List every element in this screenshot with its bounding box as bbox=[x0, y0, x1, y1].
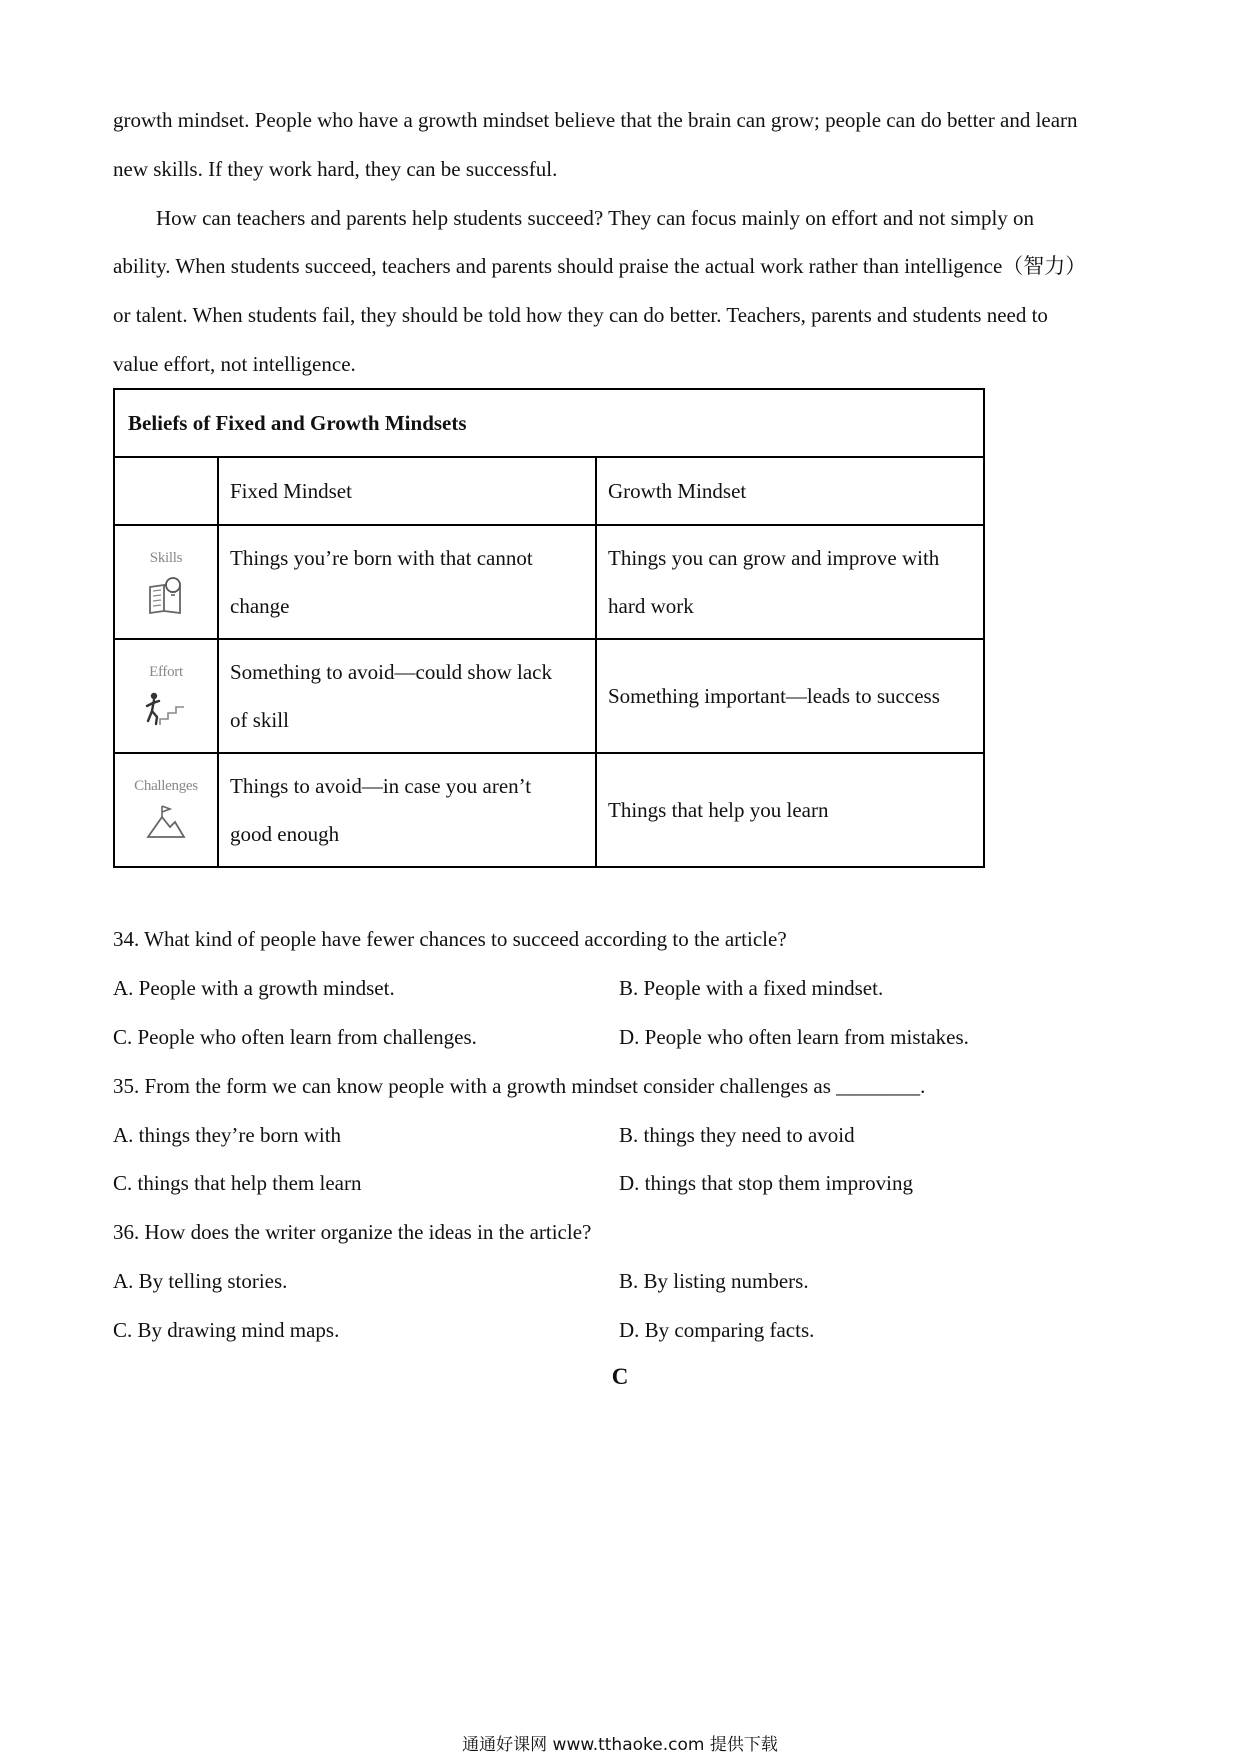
table-row bbox=[114, 753, 984, 867]
running-upstairs-icon bbox=[144, 689, 188, 729]
option-b: B. things they need to avoid bbox=[619, 1123, 855, 1147]
option-a: A. things they’re born with bbox=[113, 1123, 342, 1147]
option-b: B. By listing numbers. bbox=[619, 1269, 809, 1293]
question-stem: 34. What kind of people have fewer chances to succeed according to the article? bbox=[113, 927, 787, 951]
book-lightbulb-icon bbox=[144, 575, 188, 615]
question-stem: 35. From the form we can know people with a growth mindset consider challenges as ________. bbox=[113, 1074, 926, 1098]
passage-line: value effort, not intelligence. bbox=[113, 352, 356, 376]
growth-mindset-cell bbox=[596, 753, 984, 867]
option-c: C. things that help them learn bbox=[113, 1171, 362, 1195]
icon-label: Challenges bbox=[134, 778, 198, 794]
option-d: D. People who often learn from mistakes. bbox=[619, 1025, 969, 1049]
growth-mindset-cell bbox=[596, 525, 984, 639]
passage-line: How can teachers and parents help students succeed? They can focus mainly on effort and not simply on bbox=[156, 206, 1035, 230]
fixed-mindset-cell bbox=[218, 639, 596, 753]
table-row bbox=[114, 525, 984, 639]
cell-text: Things to avoid—in case you aren’t bbox=[230, 774, 532, 798]
option-d: D. things that stop them improving bbox=[619, 1171, 913, 1195]
mindset-table bbox=[113, 388, 985, 868]
table-row bbox=[114, 639, 984, 753]
section-heading: C bbox=[611, 1364, 629, 1389]
passage-line: or talent. When students fail, they should be told how they can do better. Teachers, parents and students need to bbox=[113, 303, 1048, 327]
table-corner-cell bbox=[114, 457, 218, 525]
row-icon-cell bbox=[114, 639, 218, 753]
option-b: B. People with a fixed mindset. bbox=[619, 976, 884, 1000]
header-growth-mindset: Growth Mindset bbox=[596, 457, 984, 525]
cell-text: hard work bbox=[608, 594, 694, 618]
passage-line: growth mindset. People who have a growth mindset believe that the brain can grow; people can do better and learn bbox=[113, 108, 1078, 132]
fixed-mindset-cell bbox=[218, 753, 596, 867]
header-fixed-mindset: Fixed Mindset bbox=[218, 457, 596, 525]
cell-text: of skill bbox=[230, 708, 289, 732]
cell-text: Things you can grow and improve with bbox=[608, 546, 940, 570]
passage-line: ability. When students succeed, teachers and parents should praise the actual work rather than intelligence（智力） bbox=[113, 254, 1087, 278]
option-a: A. People with a growth mindset. bbox=[113, 976, 395, 1000]
cell-text: Things that help you learn bbox=[608, 798, 829, 822]
table-title: Beliefs of Fixed and Growth Mindsets bbox=[114, 389, 984, 457]
cell-text: change bbox=[230, 594, 290, 618]
row-icon-cell bbox=[114, 753, 218, 867]
option-c: C. People who often learn from challenges. bbox=[113, 1025, 477, 1049]
passage-line: new skills. If they work hard, they can be successful. bbox=[113, 157, 558, 181]
cell-text: Something to avoid—could show lack bbox=[230, 660, 552, 684]
cell-text: good enough bbox=[230, 822, 340, 846]
icon-label: Skills bbox=[149, 550, 183, 566]
growth-mindset-cell bbox=[596, 639, 984, 753]
page-footer: 通通好课网 www.tthaoke.com 提供下载 bbox=[462, 1735, 778, 1755]
row-icon-cell bbox=[114, 525, 218, 639]
question-stem: 36. How does the writer organize the ideas in the article? bbox=[113, 1220, 592, 1244]
cell-text: Something important—leads to success bbox=[608, 684, 940, 708]
icon-label: Effort bbox=[149, 664, 183, 680]
option-d: D. By comparing facts. bbox=[619, 1318, 815, 1342]
option-c: C. By drawing mind maps. bbox=[113, 1318, 340, 1342]
fixed-mindset-cell bbox=[218, 525, 596, 639]
cell-text: Things you’re born with that cannot bbox=[230, 546, 533, 570]
mountain-flag-icon bbox=[144, 803, 188, 843]
option-a: A. By telling stories. bbox=[113, 1269, 288, 1293]
